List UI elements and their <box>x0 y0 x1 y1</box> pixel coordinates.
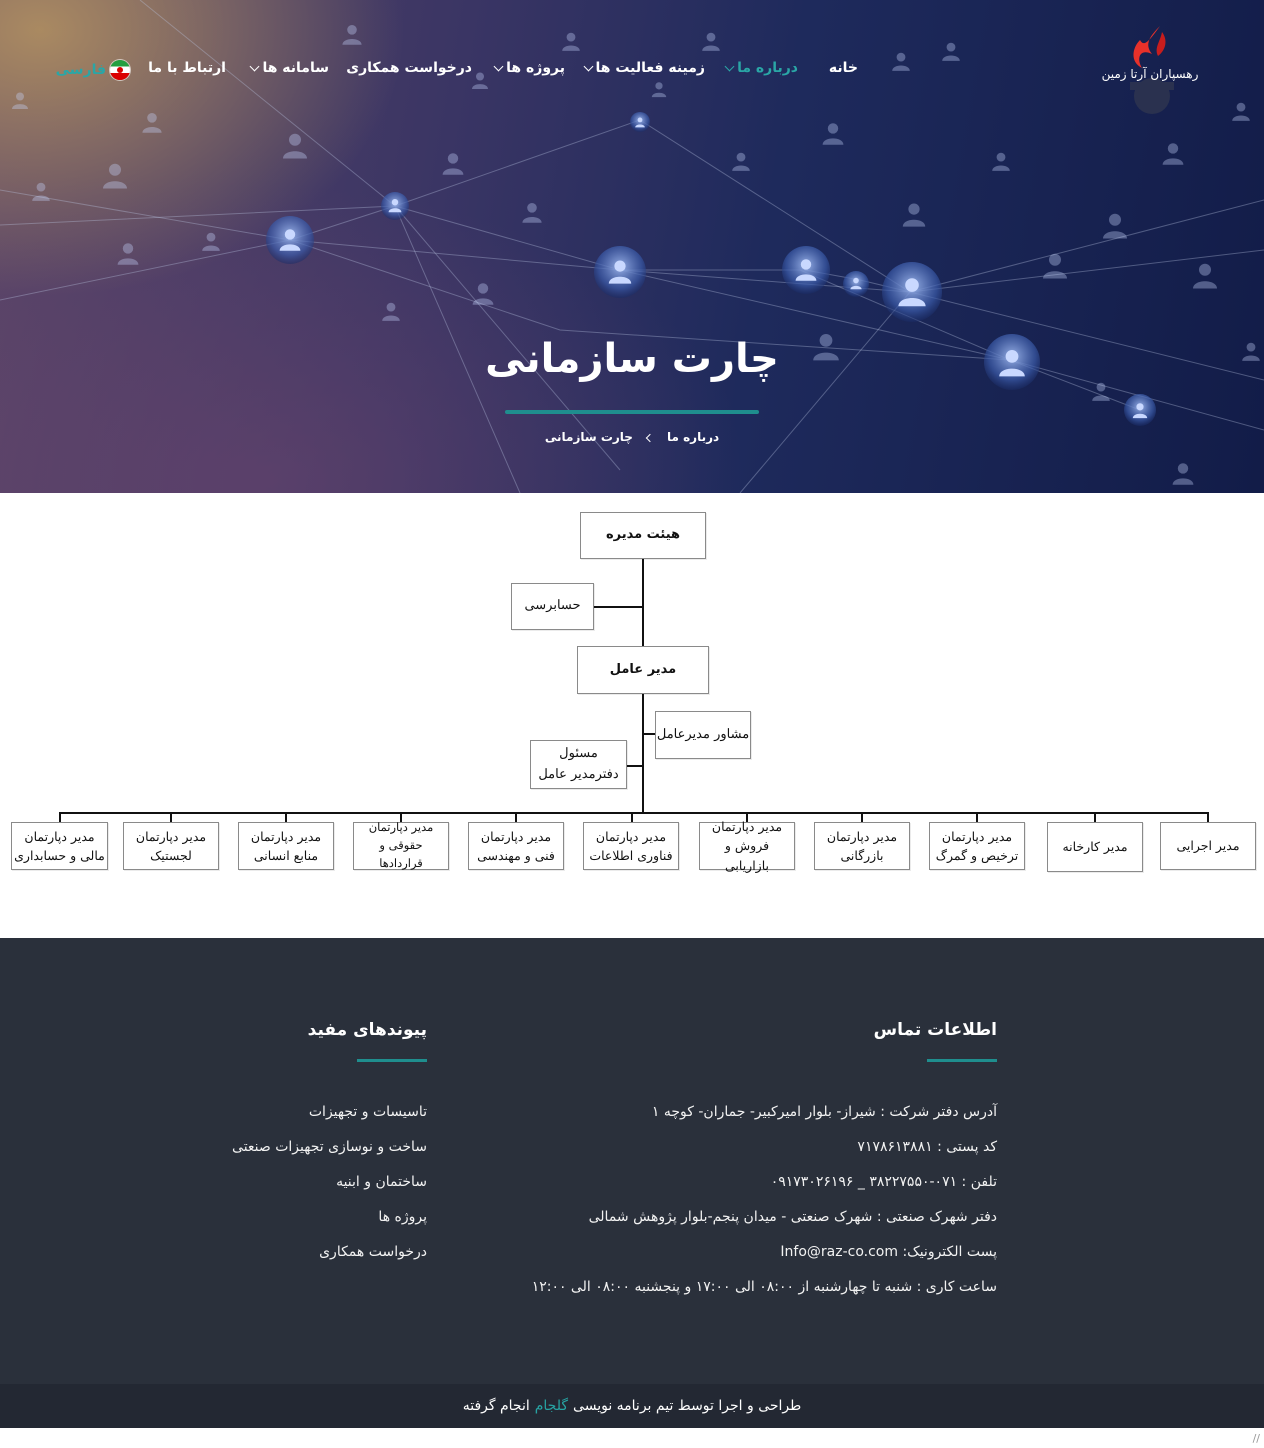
nav-contact-label: ارتباط با ما <box>148 60 226 76</box>
nav-systems[interactable] <box>251 60 329 76</box>
org-dept-box <box>353 822 449 870</box>
connector-line <box>861 812 863 822</box>
org-dept-label: مدیر دپارتمان فناوری اطلاعات <box>589 828 673 863</box>
copyright-text-before: طراحی و اجرا توسط تیم برنامه نویسی <box>573 1398 802 1414</box>
chevron-down-icon <box>250 61 260 71</box>
org-dept-label: مدیر دپارتمان منابع انسانی <box>250 828 322 863</box>
connector-line <box>593 606 643 608</box>
org-dept-box <box>11 822 108 870</box>
company-logo[interactable] <box>1100 18 1204 122</box>
connector-line <box>643 733 655 735</box>
connector-line <box>515 812 517 822</box>
org-audit-box <box>511 583 594 630</box>
chevron-down-icon <box>494 61 504 71</box>
org-dept-label: مدیر دپارتمان فروش و بازاریابی <box>711 818 783 873</box>
connector-line <box>642 559 644 646</box>
breadcrumb-about[interactable]: درباره ما <box>666 430 720 444</box>
nav-about-label: درباره ما <box>737 60 798 76</box>
footer-contact-hours: ساعت کاری : شنبه تا چهارشنبه از ۰۸:۰۰ الی ۱۷:۰۰ و پنجشنبه ۰۸:۰۰ الی ۱۲:۰۰ <box>531 1279 997 1295</box>
org-dept-box <box>929 822 1025 870</box>
footer-contact-phone: تلفن : ۰۷۱-۳۸۲۲۷۵۵۰ _ ۰۹۱۷۳۰۲۶۱۹۶ <box>770 1174 997 1190</box>
nav-activities-label: زمینه فعالیت ها <box>595 60 705 76</box>
chevron-down-icon <box>583 61 593 71</box>
nav-home-label: خانه <box>828 60 858 76</box>
connector-line <box>976 812 978 822</box>
chevron-down-icon <box>725 61 735 71</box>
footer-link-buildings[interactable]: ساختمان و ابنیه <box>336 1174 427 1190</box>
org-dept-label: مدیر دپارتمان حقوقی و قراردادها <box>368 820 434 870</box>
nav-cooperation[interactable] <box>346 60 472 76</box>
org-dept-box <box>1160 822 1256 870</box>
connector-line <box>1207 812 1209 822</box>
page-bottom-strip <box>0 1428 1264 1448</box>
org-dept-box <box>814 822 910 870</box>
org-dept-box <box>699 818 795 873</box>
org-audit-label: حسابرسی <box>524 598 581 614</box>
breadcrumb-current: چارت سازمانی <box>544 430 633 444</box>
org-dept-label: مدیر اجرایی <box>1176 838 1240 854</box>
connector-line <box>59 812 61 822</box>
resize-handle-icon[interactable]: // <box>1252 1432 1260 1445</box>
org-dept-label: مدیر دپارتمان فنی و مهندسی <box>477 828 555 863</box>
nav-about[interactable] <box>726 60 798 76</box>
footer-link-industrial-equipment[interactable]: ساخت و نوسازی تجهیزات صنعتی <box>232 1139 427 1155</box>
iran-flag-icon <box>110 60 130 80</box>
nav-contact[interactable] <box>148 60 226 76</box>
language-label: فارسی <box>55 62 106 78</box>
hero-banner <box>0 0 1264 493</box>
footer-contact-title: اطلاعات تماس <box>873 1020 997 1040</box>
nav-cooperation-label: درخواست همکاری <box>346 60 472 76</box>
org-ceo-box <box>577 646 709 694</box>
footer-link-projects[interactable]: پروژه ها <box>378 1209 427 1225</box>
nav-home[interactable] <box>829 60 858 76</box>
breadcrumb <box>0 430 1264 444</box>
org-chart <box>0 493 1264 938</box>
page-title: چارت سازمانی <box>485 336 779 382</box>
connector-line <box>642 693 644 813</box>
org-office-box <box>530 740 627 789</box>
copyright-text-after: انجام گرفته <box>462 1398 530 1414</box>
org-dept-box <box>238 822 334 870</box>
connector-line <box>59 812 1209 814</box>
connector-line <box>170 812 172 822</box>
org-advisor-label: مشاور مدیرعامل <box>656 726 750 742</box>
footer-link-cooperation[interactable]: درخواست همکاری <box>319 1244 427 1260</box>
connector-line <box>631 812 633 822</box>
copyright-brand-link[interactable]: گلجام <box>534 1398 569 1414</box>
org-office-label: مسئول دفترمدیر عامل <box>538 745 619 782</box>
org-dept-label: مدیر دپارتمان مالی و حسابداری <box>14 828 105 863</box>
nav-activities[interactable] <box>585 60 705 76</box>
org-dept-label: مدیر دپارتمان بازرگانی <box>826 828 898 863</box>
nav-systems-label: سامانه ها <box>262 60 329 76</box>
org-board-label: هیئت مدیره <box>605 527 681 543</box>
footer-contact-address: آدرس دفتر شرکت : شیراز- بلوار امیرکبیر- جماران- کوچه ۱ <box>651 1104 997 1120</box>
footer-links-underline <box>357 1059 427 1062</box>
org-dept-box <box>468 822 564 870</box>
org-board-box <box>580 512 706 559</box>
copyright-bar <box>0 1384 1264 1428</box>
language-switcher[interactable] <box>56 60 130 80</box>
org-dept-box <box>1047 822 1143 872</box>
site-footer <box>0 938 1264 1384</box>
nav-projects-label: پروژه ها <box>506 60 565 76</box>
footer-contact-underline <box>927 1059 997 1062</box>
footer-contact-email[interactable]: پست الکترونیک: Info@raz-co.com <box>780 1244 997 1260</box>
footer-link-facilities[interactable]: تاسیسات و تجهیزات <box>308 1104 427 1120</box>
org-dept-label: مدیر دپارتمان لجستیک <box>135 828 207 863</box>
connector-line <box>1094 812 1096 822</box>
logo-text: رهسپاران آرتا زمین <box>1101 67 1199 81</box>
org-dept-box <box>123 822 219 870</box>
connector-line <box>626 765 643 767</box>
nav-projects[interactable] <box>495 60 565 76</box>
footer-contact-postal: کد پستی : ۷۱۷۸۶۱۳۸۸۱ <box>857 1139 997 1155</box>
title-underline <box>505 410 759 414</box>
org-dept-label: مدیر کارخانه <box>1062 839 1128 855</box>
org-ceo-label: مدیر عامل <box>609 661 677 677</box>
chevron-left-icon <box>646 434 654 442</box>
footer-links-title: پیوندهای مفید <box>307 1020 427 1040</box>
connector-line <box>285 812 287 822</box>
org-dept-box <box>583 822 679 870</box>
org-advisor-box <box>655 711 751 759</box>
org-dept-label: مدیر دپارتمان ترخیص و گمرگ <box>935 828 1019 863</box>
footer-contact-industrial-office: دفتر شهرک صنعتی : شهرک صنعتی - میدان پنجم-بلوار پژوهش شمالی <box>588 1209 997 1225</box>
